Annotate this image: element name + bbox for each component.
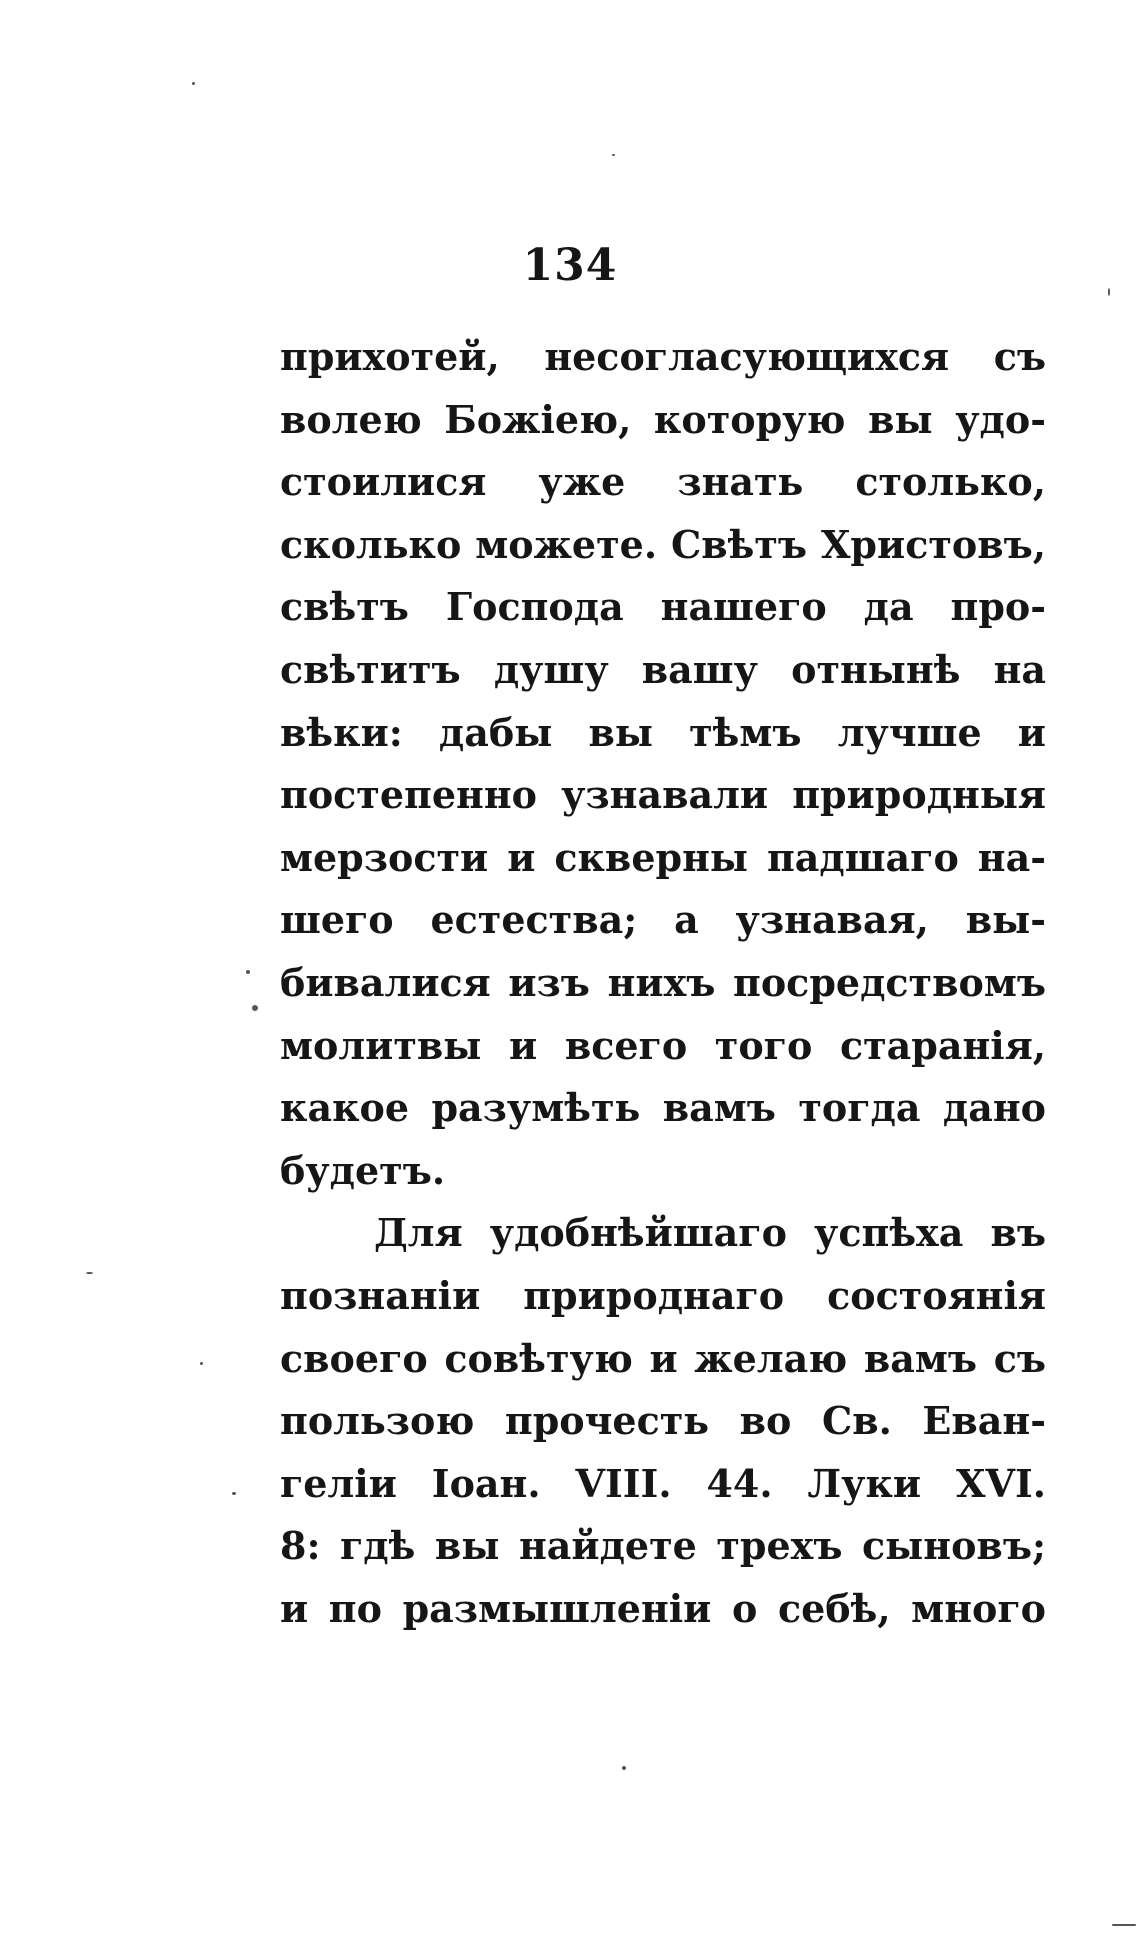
text-line: свѣтъ Господа нашего да про-: [280, 584, 1046, 630]
text-line: сколько можете. Свѣтъ Христовъ,: [280, 521, 1046, 567]
scan-speck: [192, 82, 195, 85]
text-line: постепенно узнавали природныя: [280, 772, 1046, 818]
text-line: прихотей, несогласующихся съ: [280, 334, 1046, 379]
text-line: волею Божіею, которую вы удо-: [280, 396, 1046, 442]
text-line: будетъ.: [280, 1147, 446, 1193]
text-line: 8: гдѣ вы найдете трехъ сыновъ;: [280, 1523, 1046, 1569]
text-line: вѣки: дабы вы тѣмъ лучше и: [280, 709, 1046, 755]
body-text: [280, 326, 1046, 1640]
text-line: своего совѣтую и желаю вамъ съ: [280, 1335, 1046, 1381]
text-line: бивалися изъ нихъ посредствомъ: [280, 959, 1046, 1005]
text-line: мерзости и скверны падшаго на-: [280, 834, 1046, 880]
text-line: свѣтитъ душу вашу отнынѣ на: [280, 646, 1046, 692]
scan-speck: [1112, 1924, 1136, 1926]
text-line: шего естества; а узнавая, вы-: [280, 897, 1046, 943]
scan-speck: [622, 1766, 626, 1770]
scan-speck: [232, 1492, 236, 1495]
text-line: и по размышленіи о себѣ, много: [280, 1585, 1046, 1631]
text-line: Для удобнѣйшаго успѣха въ: [374, 1210, 1046, 1256]
text-line: стоилися уже знать столько,: [280, 459, 1046, 505]
scan-speck: [252, 1005, 258, 1011]
text-line: какое разумѣть вамъ тогда дано: [280, 1085, 1046, 1131]
text-line: молитвы и всего того старанія,: [280, 1022, 1046, 1068]
text-line: геліи Іоан. VIII. 44. Луки XVI.: [280, 1460, 1046, 1506]
text-line: пользою прочесть во Св. Еван-: [280, 1398, 1046, 1444]
scan-speck: [1108, 288, 1110, 296]
scan-speck: [612, 154, 615, 156]
text-line: познаніи природнаго состоянія: [280, 1272, 1046, 1318]
scan-speck: [200, 1362, 203, 1365]
scan-speck: [246, 970, 250, 974]
scan-speck: [86, 1272, 93, 1274]
page-number: 134: [522, 240, 618, 291]
